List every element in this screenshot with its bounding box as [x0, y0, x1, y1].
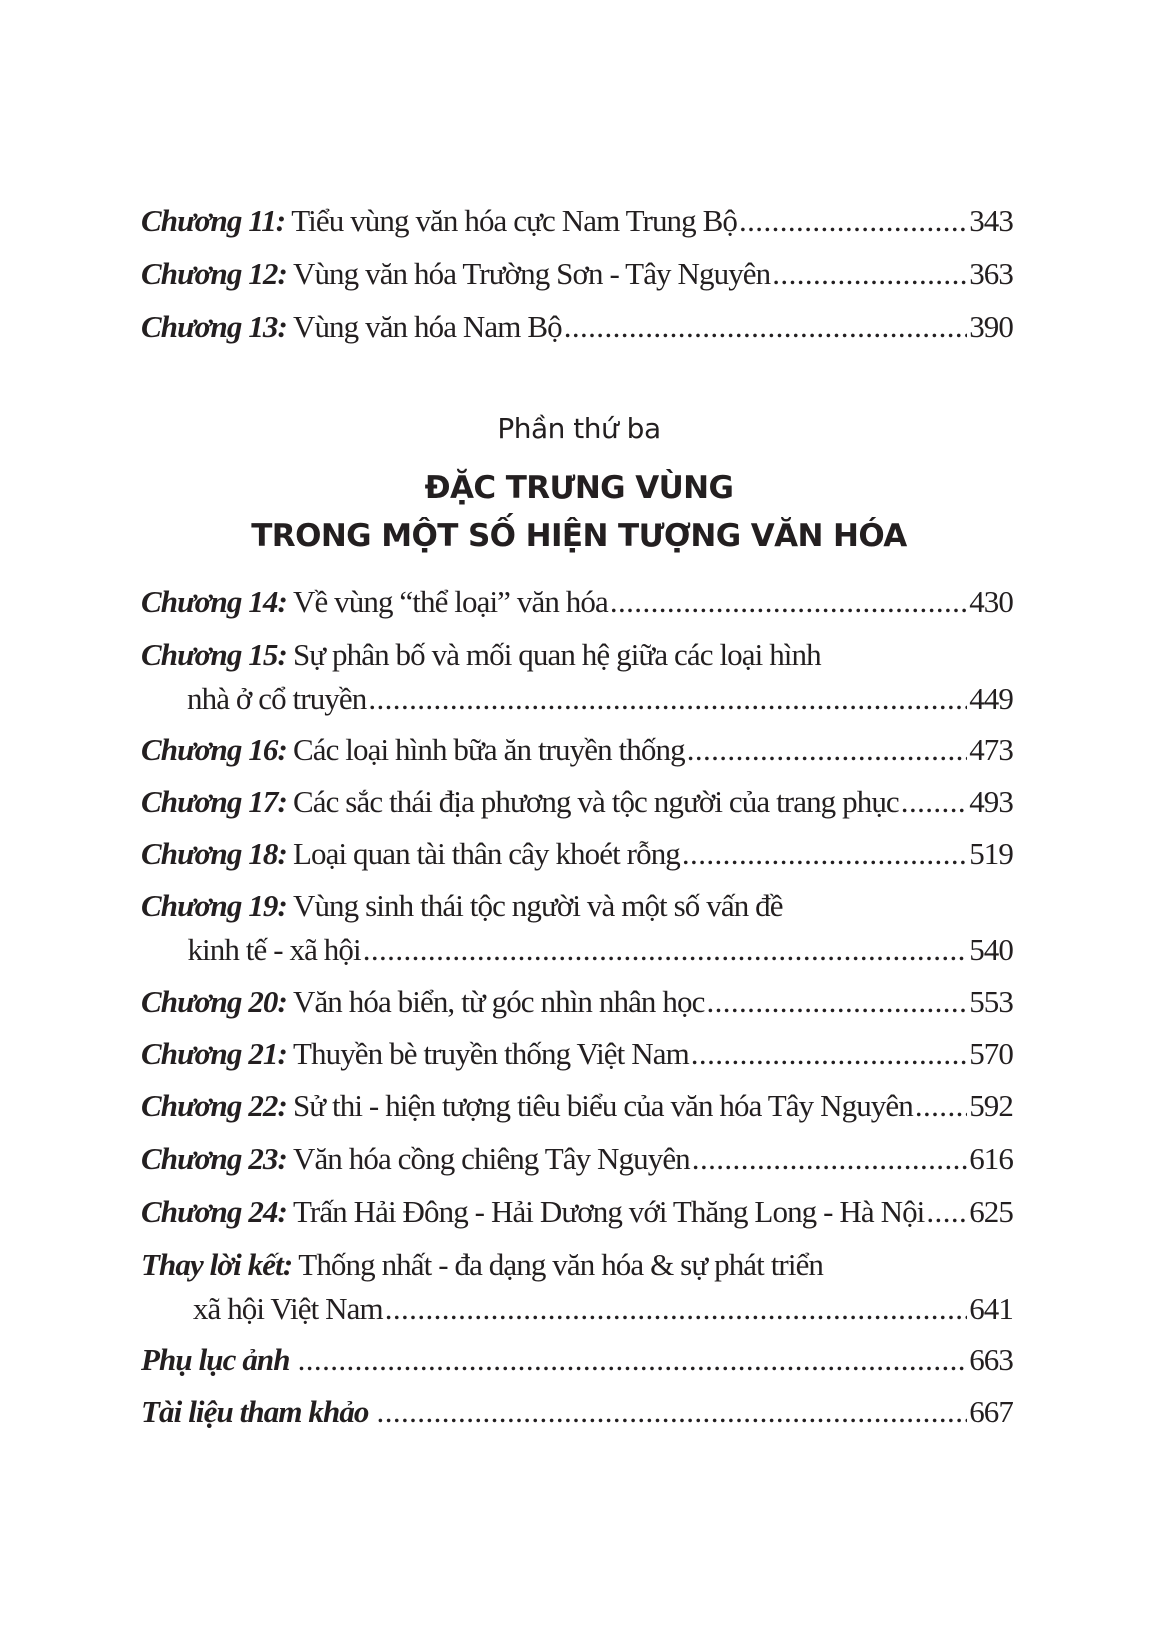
toc-entry [141, 1038, 1013, 1093]
chapter-label: Chương 16: [141, 732, 287, 767]
chapter-title: Trấn Hải Đông - Hải Dương với Thăng Long - Hà Nội [292, 1194, 925, 1229]
references-label: Tài liệu tham khảo [141, 1394, 369, 1429]
dot-leader [368, 683, 967, 714]
dot-leader [385, 1293, 967, 1324]
chapter-label: Chương 20: [141, 984, 287, 1019]
toc-entry [141, 890, 1013, 989]
chapter-title: Vùng văn hóa Trường Sơn - Tây Nguyên [292, 256, 771, 291]
page-number: 667 [969, 1394, 1013, 1429]
page-number: 473 [969, 732, 1013, 767]
toc-entry [141, 639, 1013, 738]
toc-entry [141, 1143, 1013, 1198]
part-title-line2: TRONG MỘT SỐ HIỆN TƯỢNG VĂN HÓA [251, 518, 907, 554]
toc-entry [141, 1196, 1013, 1251]
page-number: 493 [969, 784, 1013, 819]
toc-entry [141, 205, 1013, 260]
page-number: 616 [969, 1141, 1013, 1176]
chapter-title: Thuyền bè truyền thống Việt Nam [292, 1036, 689, 1071]
toc-entry [141, 986, 1013, 1041]
dot-leader [377, 1396, 968, 1427]
toc-entry [141, 734, 1013, 789]
page-number: 641 [969, 1291, 1013, 1326]
chapter-title: Các sắc thái địa phương và tộc người của trang phục [292, 784, 899, 819]
page-number: 663 [969, 1342, 1013, 1377]
dot-leader [687, 734, 968, 765]
dot-leader [682, 838, 967, 869]
page-number: 363 [969, 256, 1013, 291]
chapter-label: Chương 21: [141, 1036, 287, 1071]
toc-entry [141, 1090, 1013, 1145]
chapter-title-continued: kinh tế - xã hội [187, 932, 361, 967]
appendix-label: Phụ lục ảnh [141, 1342, 290, 1377]
dot-leader [363, 934, 967, 965]
chapter-title: Tiểu vùng văn hóa cực Nam Trung Bộ [291, 203, 737, 238]
chapter-title: Thống nhất - đa dạng văn hóa & sự phát triển [298, 1247, 824, 1282]
chapter-title-continued: xã hội Việt Nam [192, 1291, 383, 1326]
chapter-title: Văn hóa biển, từ góc nhìn nhân học [292, 984, 705, 1019]
page-number: 625 [969, 1194, 1013, 1229]
chapter-label: Chương 14: [141, 584, 287, 619]
toc-entry [141, 1249, 1013, 1348]
chapter-title: Về vùng “thể loại” văn hóa [292, 584, 608, 619]
page-number: 592 [969, 1088, 1013, 1123]
chapter-label: Chương 18: [141, 836, 287, 871]
toc-entry [141, 311, 1013, 366]
chapter-label: Chương 24: [141, 1194, 287, 1229]
dot-leader [739, 205, 967, 236]
page-number: 553 [969, 984, 1013, 1019]
chapter-label: Chương 13: [141, 309, 287, 344]
dot-leader [926, 1196, 967, 1227]
chapter-title-continued: nhà ở cổ truyền [187, 681, 367, 716]
page-number: 430 [969, 584, 1013, 619]
chapter-label: Chương 11: [141, 203, 286, 238]
chapter-label: Chương 22: [141, 1088, 287, 1123]
chapter-label: Chương 15: [141, 637, 287, 672]
part-label: Phần thứ ba [497, 412, 661, 445]
page-number: 519 [969, 836, 1013, 871]
dot-leader [564, 311, 967, 342]
page-number: 449 [969, 681, 1013, 716]
chapter-title: Vùng văn hóa Nam Bộ [292, 309, 562, 344]
dot-leader [772, 258, 967, 289]
page-number: 343 [969, 203, 1013, 238]
dot-leader [915, 1090, 967, 1121]
toc-entry [141, 1396, 1013, 1451]
dot-leader [298, 1344, 968, 1375]
chapter-label: Chương 12: [141, 256, 287, 291]
chapter-title: Văn hóa cồng chiêng Tây Nguyên [292, 1141, 690, 1176]
part-title-line1: ĐẶC TRƯNG VÙNG [424, 470, 734, 506]
page-number: 540 [969, 932, 1013, 967]
page-number: 570 [969, 1036, 1013, 1071]
dot-leader [706, 986, 967, 1017]
toc-entry [141, 786, 1013, 841]
dot-leader [691, 1038, 967, 1069]
toc-entry [141, 1344, 1013, 1399]
chapter-title: Các loại hình bữa ăn truyền thống [292, 732, 685, 767]
dot-leader [610, 586, 967, 617]
chapter-label: Thay lời kết: [141, 1247, 293, 1282]
dot-leader [692, 1143, 967, 1174]
chapter-label: Chương 19: [141, 888, 287, 923]
toc-entry [141, 258, 1013, 313]
chapter-title: Loại quan tài thân cây khoét rỗng [292, 836, 680, 871]
chapter-label: Chương 23: [141, 1141, 287, 1176]
toc-entry [141, 586, 1013, 641]
toc-entry [141, 838, 1013, 893]
page-number: 390 [969, 309, 1013, 344]
dot-leader [901, 786, 967, 817]
chapter-title: Sử thi - hiện tượng tiêu biểu của văn hóa Tây Nguyên [292, 1088, 913, 1123]
chapter-label: Chương 17: [141, 784, 287, 819]
chapter-title: Vùng sinh thái tộc người và một số vấn đề [292, 888, 783, 923]
chapter-title: Sự phân bố và mối quan hệ giữa các loại hình [292, 637, 821, 672]
